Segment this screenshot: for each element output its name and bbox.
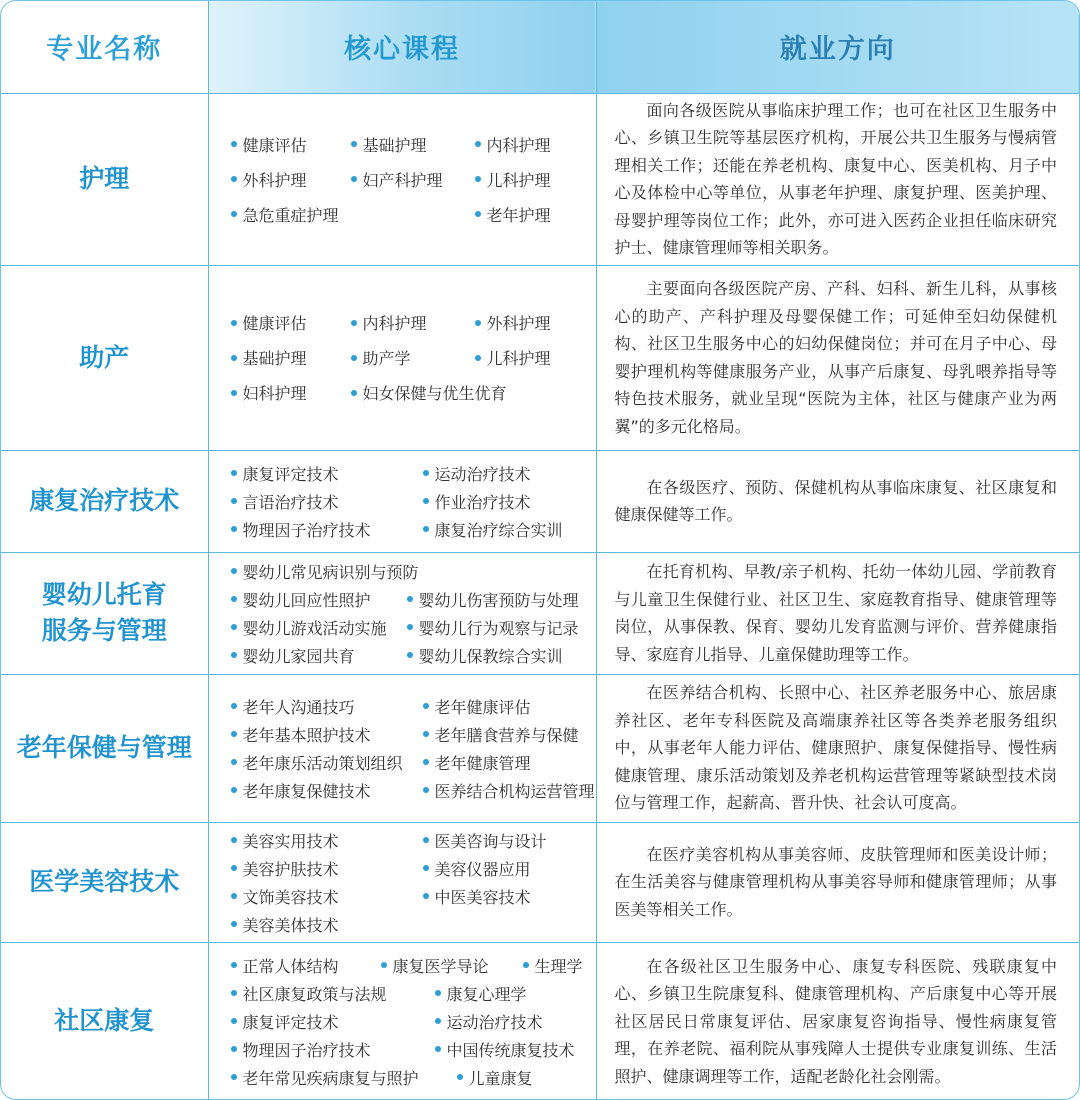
course-item: 文饰美容技术 — [231, 885, 423, 908]
course-item: 运动治疗技术 — [423, 462, 584, 485]
course-item: 内科护理 — [351, 311, 475, 334]
bullet-dot-icon — [231, 893, 237, 899]
course-item: 老年常见疾病康复与照护 — [231, 1066, 457, 1089]
course-item: 老年健康管理 — [423, 751, 595, 774]
bullet-dot-icon — [231, 990, 237, 996]
course-item: 健康评估 — [231, 133, 351, 156]
course-item: 物理因子治疗技术 — [231, 518, 423, 541]
course-list — [208, 822, 596, 942]
bullet-dot-icon — [475, 176, 481, 182]
table-row — [1, 93, 1079, 265]
header-core-courses: 核心课程 — [208, 1, 596, 93]
bullet-dot-icon — [423, 526, 429, 532]
bullet-dot-icon — [231, 1046, 237, 1052]
program-name: 护理 — [1, 93, 208, 265]
course-item: 健康评估 — [231, 311, 351, 334]
table-row — [1, 822, 1079, 942]
course-list — [208, 942, 596, 1100]
course-list — [208, 93, 596, 265]
course-item: 婴幼儿家园共育 — [231, 644, 407, 667]
bullet-dot-icon — [231, 1074, 237, 1080]
bullet-dot-icon — [231, 526, 237, 532]
course-item: 妇女保健与优生优育 — [351, 381, 584, 404]
bullet-dot-icon — [407, 624, 413, 630]
course-item: 内科护理 — [475, 133, 584, 156]
career-description: 在各级医疗、预防、保健机构从事临床康复、社区康复和健康保健等工作。 — [596, 450, 1079, 552]
table-row — [1, 674, 1079, 822]
table-row — [1, 552, 1079, 674]
course-list — [208, 674, 596, 822]
course-item: 社区康复政策与法规 — [231, 982, 435, 1005]
course-item: 基础护理 — [231, 346, 351, 369]
bullet-dot-icon — [351, 141, 357, 147]
course-item: 美容仪器应用 — [423, 857, 584, 880]
course-item: 妇科护理 — [231, 381, 351, 404]
career-description: 在托育机构、早教/亲子机构、托幼一体幼儿园、学前教育与儿童卫生保健行业、社区卫生、家庭教育指导、健康管理等岗位，从事保教、保育、婴幼儿发育监测与评价、营养健康指导、家庭育儿指导、儿童保健助理等工作。 — [596, 552, 1079, 674]
bullet-dot-icon — [351, 320, 357, 326]
course-item: 言语治疗技术 — [231, 490, 423, 513]
course-item: 美容美体技术 — [231, 913, 423, 936]
course-item: 老年康复保健技术 — [231, 779, 423, 802]
bullet-dot-icon — [231, 962, 237, 968]
bullet-dot-icon — [231, 787, 237, 793]
course-item: 康复评定技术 — [231, 1010, 435, 1033]
course-item: 婴幼儿回应性照护 — [231, 588, 407, 611]
header-career-direction: 就业方向 — [596, 1, 1079, 93]
bullet-dot-icon — [231, 211, 237, 217]
bullet-dot-icon — [231, 498, 237, 504]
course-item: 老年膳食营养与保健 — [423, 723, 595, 746]
course-list-rows — [231, 954, 584, 1089]
course-list — [208, 265, 596, 450]
header-program-name: 专业名称 — [1, 1, 208, 93]
bullet-dot-icon — [475, 141, 481, 147]
course-item: 老年康乐活动策划组织 — [231, 751, 423, 774]
course-item: 婴幼儿常见病识别与预防 — [231, 560, 584, 583]
course-item: 康复医学导论 — [381, 954, 523, 977]
bullet-dot-icon — [423, 837, 429, 843]
bullet-dot-icon — [457, 1074, 463, 1080]
bullet-dot-icon — [381, 962, 387, 968]
bullet-dot-icon — [231, 837, 237, 843]
bullet-dot-icon — [407, 652, 413, 658]
bullet-dot-icon — [231, 390, 237, 396]
bullet-dot-icon — [231, 470, 237, 476]
course-item: 作业治疗技术 — [423, 490, 584, 513]
bullet-dot-icon — [423, 787, 429, 793]
career-description: 在医养结合机构、长照中心、社区养老服务中心、旅居康养社区、老年专科医院及高端康养社区等各类养老服务组织中，从事老年人能力评估、健康照护、康复保健指导、慢性病健康管理、康乐活动策划及养老机构运营管理等紧缺型技术岗位与管理工作，起薪高、晋升快、社会认可度高。 — [596, 674, 1079, 822]
bullet-dot-icon — [231, 320, 237, 326]
course-list — [208, 450, 596, 552]
course-item: 妇产科护理 — [351, 168, 475, 191]
course-item: 婴幼儿保教综合实训 — [407, 644, 584, 667]
course-item: 老年人沟通技巧 — [231, 695, 423, 718]
career-description: 主要面向各级医院产房、产科、妇科、新生儿科，从事核心的助产、产科护理及母婴保健工作；可延伸至妇幼保健机构、社区卫生服务中心的妇幼保健岗位；并可在月子中心、母婴护理机构等健康服务产业，从事产后康复、母乳喂养指导等特色技术服务，就业呈现“医院为主体，社区与健康产业为两翼”的多元化格局。 — [596, 265, 1079, 450]
bullet-dot-icon — [435, 1018, 441, 1024]
bullet-dot-icon — [475, 211, 481, 217]
header-row — [1, 1, 1079, 93]
course-item: 外科护理 — [231, 168, 351, 191]
course-item: 急危重症护理 — [231, 203, 475, 226]
bullet-dot-icon — [423, 759, 429, 765]
course-item: 正常人体结构 — [231, 954, 381, 977]
course-item: 康复心理学 — [435, 982, 584, 1005]
program-name: 助产 — [1, 265, 208, 450]
career-description: 面向各级医院从事临床护理工作；也可在社区卫生服务中心、乡镇卫生院等基层医疗机构，开展公共卫生服务与慢病管理相关工作；还能在养老机构、康复中心、医美机构、月子中心及体检中心等单位，从事老年护理、康复护理、医美护理、母婴护理等岗位工作；此外，亦可进入医药企业担任临床研究护士、健康管理师等相关职务。 — [596, 93, 1079, 265]
course-item: 美容护肤技术 — [231, 857, 423, 880]
program-name-line: 服务与管理 — [41, 616, 167, 645]
bullet-dot-icon — [231, 176, 237, 182]
table-row — [1, 942, 1079, 1100]
bullet-dot-icon — [231, 141, 237, 147]
course-item: 中医美容技术 — [423, 885, 584, 908]
bullet-dot-icon — [423, 865, 429, 871]
bullet-dot-icon — [231, 759, 237, 765]
program-name — [1, 552, 208, 674]
course-item: 老年护理 — [475, 203, 584, 226]
program-name: 老年保健与管理 — [1, 674, 208, 822]
course-list — [208, 552, 596, 674]
course-item: 生理学 — [523, 954, 584, 977]
course-item: 儿童康复 — [457, 1066, 584, 1089]
bullet-dot-icon — [475, 355, 481, 361]
course-item: 康复治疗综合实训 — [423, 518, 584, 541]
course-item: 老年健康评估 — [423, 695, 595, 718]
bullet-dot-icon — [231, 1018, 237, 1024]
course-item: 婴幼儿行为观察与记录 — [407, 616, 584, 639]
bullet-dot-icon — [523, 962, 529, 968]
program-name-line: 婴幼儿托育 — [41, 580, 167, 609]
course-item: 美容实用技术 — [231, 829, 423, 852]
course-item: 中国传统康复技术 — [435, 1038, 584, 1061]
bullet-dot-icon — [231, 624, 237, 630]
bullet-dot-icon — [423, 498, 429, 504]
program-name: 医学美容技术 — [1, 822, 208, 942]
program-name: 康复治疗技术 — [1, 450, 208, 552]
course-item: 老年基本照护技术 — [231, 723, 423, 746]
table-row — [1, 450, 1079, 552]
course-item: 儿科护理 — [475, 346, 584, 369]
bullet-dot-icon — [351, 355, 357, 361]
course-item: 医养结合机构运营管理 — [423, 779, 595, 802]
course-item: 外科护理 — [475, 311, 584, 334]
course-item: 医美咨询与设计 — [423, 829, 584, 852]
course-item: 康复评定技术 — [231, 462, 423, 485]
bullet-dot-icon — [423, 893, 429, 899]
bullet-dot-icon — [351, 176, 357, 182]
bullet-dot-icon — [435, 1046, 441, 1052]
course-item: 基础护理 — [351, 133, 475, 156]
course-item: 婴幼儿游戏活动实施 — [231, 616, 407, 639]
bullet-dot-icon — [231, 568, 237, 574]
bullet-dot-icon — [231, 596, 237, 602]
bullet-dot-icon — [407, 596, 413, 602]
bullet-dot-icon — [231, 865, 237, 871]
bullet-dot-icon — [351, 390, 357, 396]
bullet-dot-icon — [423, 731, 429, 737]
course-item: 运动治疗技术 — [435, 1010, 584, 1033]
bullet-dot-icon — [423, 703, 429, 709]
bullet-dot-icon — [231, 703, 237, 709]
bullet-dot-icon — [231, 355, 237, 361]
career-description: 在各级社区卫生服务中心、康复专科医院、残联康复中心、乡镇卫生院康复科、健康管理机构、产后康复中心等开展社区居民日常康复评估、居家康复咨询指导、慢性病康复管理，在养老院、福利院从事残障人士提供专业康复训练、生活照护、健康调理等工作，适配老龄化社会刚需。 — [596, 942, 1079, 1100]
bullet-dot-icon — [475, 320, 481, 326]
bullet-dot-icon — [231, 731, 237, 737]
bullet-dot-icon — [231, 652, 237, 658]
career-description: 在医疗美容机构从事美容师、皮肤管理师和医美设计师；在生活美容与健康管理机构从事美容导师和健康管理师；从事医美等相关工作。 — [596, 822, 1079, 942]
table-row — [1, 265, 1079, 450]
course-item: 物理因子治疗技术 — [231, 1038, 435, 1061]
course-item: 婴幼儿伤害预防与处理 — [407, 588, 584, 611]
bullet-dot-icon — [435, 990, 441, 996]
course-item: 儿科护理 — [475, 168, 584, 191]
program-table — [1, 1, 1079, 1100]
bullet-dot-icon — [423, 470, 429, 476]
program-name: 社区康复 — [1, 942, 208, 1100]
course-item: 助产学 — [351, 346, 475, 369]
bullet-dot-icon — [231, 921, 237, 927]
